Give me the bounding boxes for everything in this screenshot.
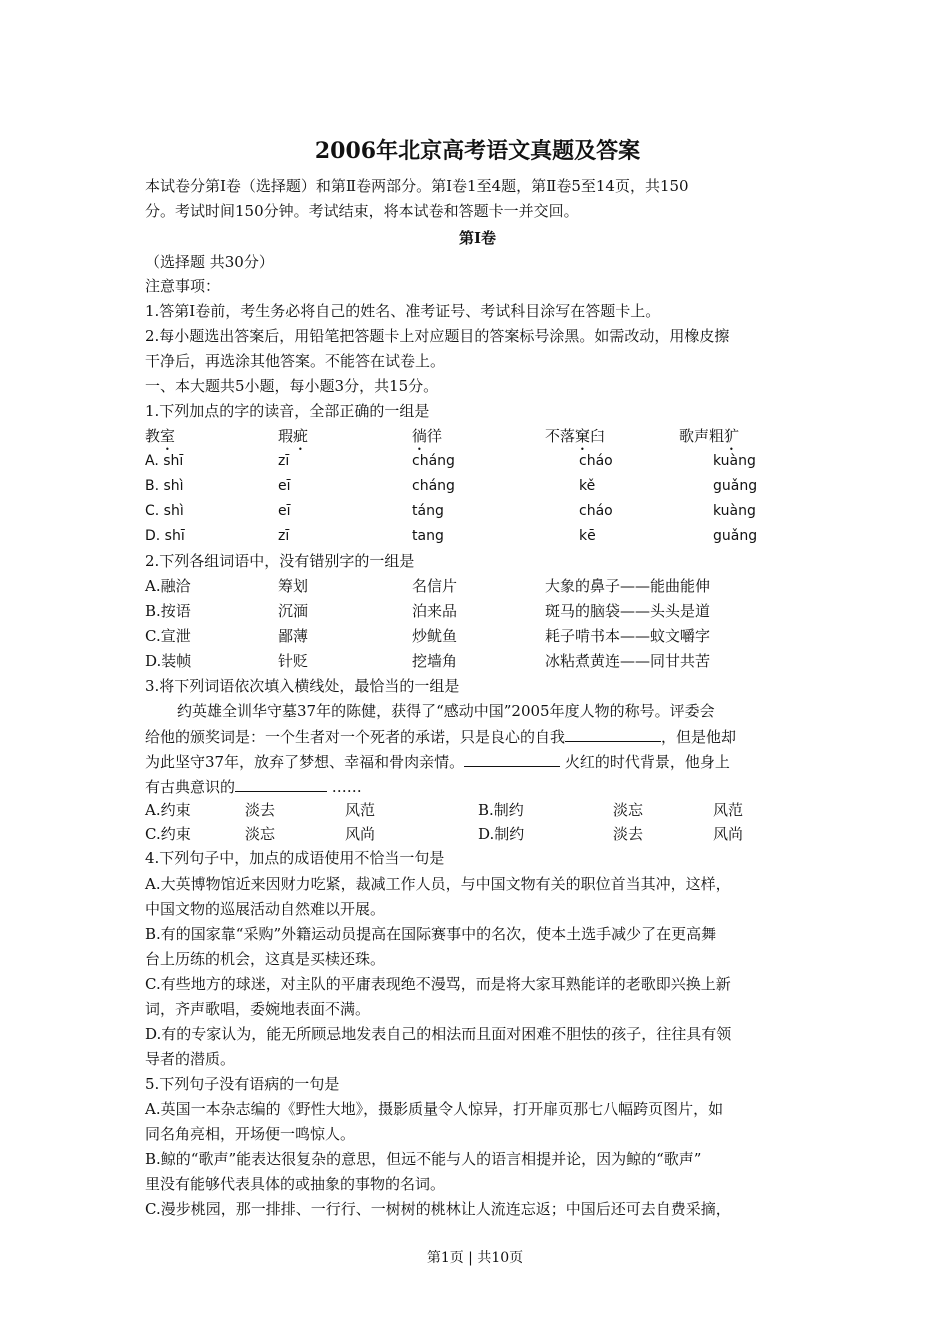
q4-line-7: D.有的专家认为，能无所顾忌地发表自己的相法而且面对困难不胆怯的孩子，往往具有领: [145, 1025, 732, 1043]
notice-label: 注意事项：: [145, 277, 221, 295]
q5-line-1: A.英国一本杂志编的《野性大地》，摄影质量令人惊异，打开扉页那七八幅跨页图片，如: [145, 1100, 724, 1118]
q1-word-5: 歌声粗犷: [679, 427, 740, 445]
q1-option-a: A. shī zī cháng cháo kuàng: [145, 453, 756, 469]
q5-line-4: 里没有能够代表具体的或抽象的事物的名词。: [145, 1175, 446, 1193]
section-title: 第Ⅰ卷: [458, 229, 497, 247]
page-title: 2006年北京高考语文真题及答案: [314, 138, 641, 164]
q3-passage-line-1: 约英雄全训华守墓37年的陈健，获得了“感动中国”2005年度人物的称号。评委会: [177, 702, 715, 720]
q1-word-2: 瑕疵: [278, 427, 309, 445]
part-one-heading: 一、本大题共5小题，每小题3分，共15分。: [145, 377, 439, 395]
blank-3[interactable]: [235, 776, 327, 792]
q3-options-ab: A.约束 淡去 风范 B.制约 淡忘 风范: [145, 801, 744, 819]
q2-option-c: C.宣泄 鄙薄 炒鱿鱼 耗子啃书本——蚊文嚼字: [145, 627, 711, 645]
blank-2[interactable]: [464, 751, 560, 767]
q1-word-3: 徜徉: [412, 427, 443, 445]
q3-options-cd: C.约束 淡忘 风尚 D.制约 淡去 风尚: [145, 825, 744, 843]
q4-line-4: 台上历练的机会，这真是买椟还珠。: [145, 950, 386, 968]
q1-stem: 1.下列加点的字的读音，全部正确的一组是: [145, 402, 430, 420]
q4-line-1: A.大英博物馆近来因财力吃紧，裁减工作人员，与中国文物有关的职位首当其冲，这样，: [145, 875, 731, 893]
q5-line-2: 同名角亮相，开场便一鸣惊人。: [145, 1125, 356, 1143]
q2-option-b: B.按语 沉湎 泊来品 斑马的脑袋——头头是道: [145, 602, 711, 620]
page-footer: 第1页 | 共10页: [426, 1250, 524, 1266]
q3-passage-line-2: 给他的颁奖词是：一个生者对一个死者的承诺，只是良心的自我 ，但是他却: [145, 728, 737, 746]
q1-word-1: 教室: [145, 427, 176, 445]
q5-line-3: B.鲸的“歌声”能表达很复杂的意思，但远不能与人的语言相提并论，因为鲸的“歌声”: [145, 1150, 702, 1168]
q2-stem: 2.下列各组词语中，没有错别字的一组是: [145, 552, 415, 570]
intro-line-2: 分。考试时间150分钟。考试结束，将本试卷和答题卡一并交回。: [145, 202, 579, 220]
notice-line-1: 1.答第Ⅰ卷前，考生务必将自己的姓名、准考证号、考试科目涂写在答题卡上。: [145, 302, 661, 320]
q1-option-c: C. shì eī táng cháo kuàng: [145, 503, 756, 519]
q5-line-5: C.漫步桃园，那一排排、一行行、一树树的桃林让人流连忘返；中国后还可去自费采摘，: [145, 1200, 731, 1218]
section-subtitle: （选择题 共30分）: [145, 253, 274, 271]
q2-option-d: D.装帧 针贬 挖墙角 冰粘煮黄连——同甘共苦: [145, 652, 711, 670]
q1-option-b: B. shì eī cháng kě guǎng: [145, 478, 758, 494]
q1-words-row: [145, 426, 810, 446]
q4-stem: 4.下列句子中，加点的成语使用不恰当一句是: [145, 849, 445, 867]
blank-1[interactable]: [565, 726, 661, 742]
q3-stem: 3.将下列词语依次填入横线处，最恰当的一组是: [145, 677, 460, 695]
notice-line-3: 干净后，再选涂其他答案。不能答在试卷上。: [145, 352, 446, 370]
q4-line-5: C.有些地方的球迷，对主队的平庸表现绝不漫骂，而是将大家耳熟能详的老歌即兴换上新: [145, 975, 731, 993]
q1-word-4: 不落窠臼: [545, 427, 606, 445]
q2-option-a: A.融洽 筹划 名信片 大象的鼻子——能曲能伸: [145, 577, 711, 595]
q5-stem: 5.下列句子没有语病的一句是: [145, 1075, 340, 1093]
q4-line-3: B.有的国家靠“采购”外籍运动员提高在国际赛事中的名次，使本土选手减少了在更高舞: [145, 925, 717, 943]
q3-passage-line-3: 为此坚守37年，放弃了梦想、幸福和骨肉亲情。 火红的时代背景，他身上: [145, 753, 730, 771]
q1-option-d: D. shī zī tang kē guǎng: [145, 528, 758, 544]
notice-line-2: 2.每小题选出答案后，用铅笔把答题卡上对应题目的答案标号涂黑。如需改动，用橡皮擦: [145, 327, 730, 345]
q4-line-8: 导者的潜质。: [145, 1050, 236, 1068]
q3-passage-line-4: 有古典意识的 ……: [145, 778, 362, 796]
q4-line-6: 词，齐声歌唱，委婉地表面不满。: [145, 1000, 371, 1018]
intro-line-1: 本试卷分第Ⅰ卷（选择题）和第Ⅱ卷两部分。第Ⅰ卷1至4题，第Ⅱ卷5至14页，共150: [145, 177, 689, 195]
q4-line-2: 中国文物的巡展活动自然难以开展。: [145, 900, 386, 918]
